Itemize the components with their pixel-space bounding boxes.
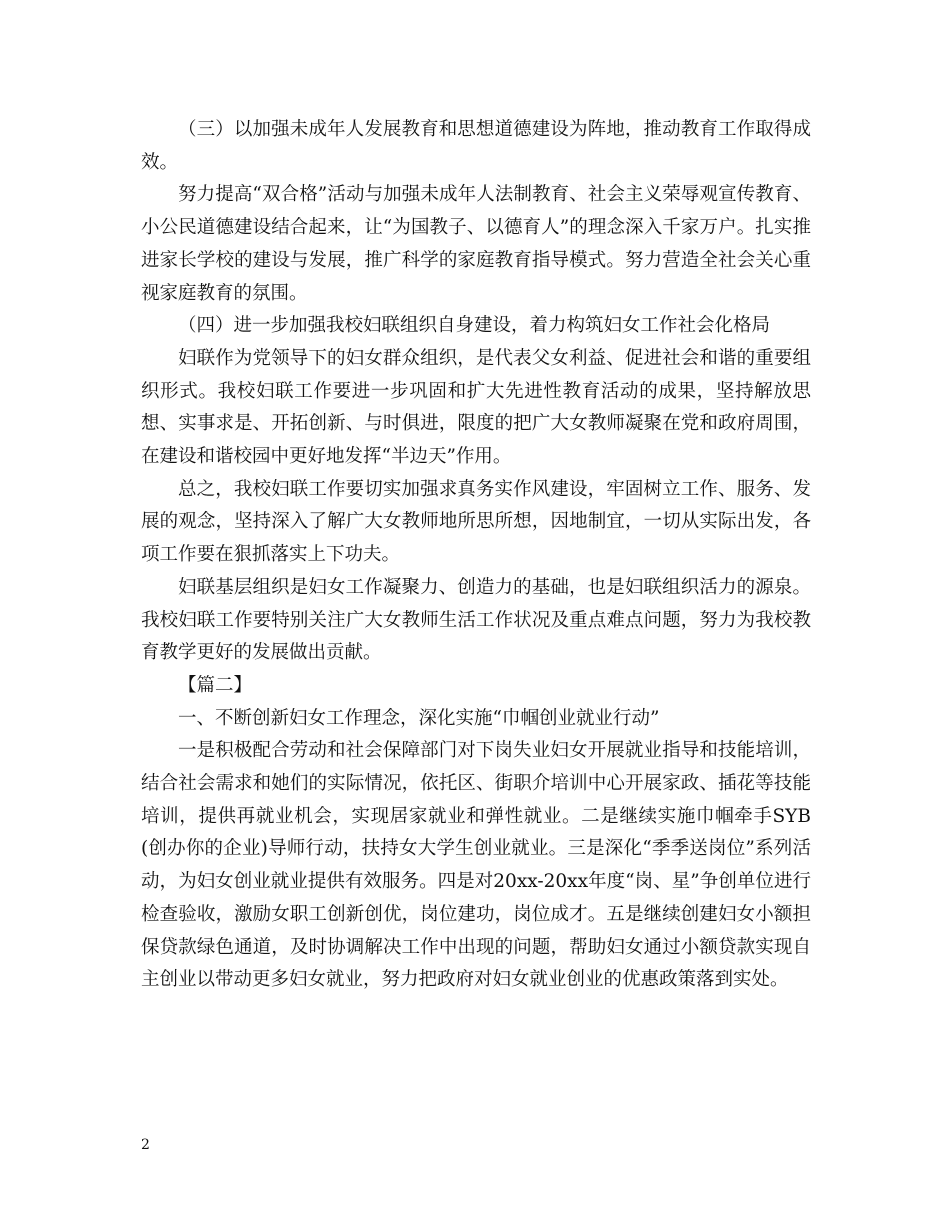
- document-body: [141, 114, 811, 997]
- paragraph: 一是积极配合劳动和社会保障部门对下岗失业妇女开展就业指导和技能培训，结合社会需求和她们的实际情况，依托区、街职介培训中心开展家政、插花等技能培训，提供再就业机会，实现居家就业和弹性就业。二是继续实施巾帼牵手SYB(创办你的企业)导师行动，扶持女大学生创业就业。三是深化“季季送岗位”系列活动，为妇女创业就业提供有效服务。四是对20xx-20xx年度“岗、星”争创单位进行检查验收，激励女职工创新创优，岗位建功，岗位成才。五是继续创建妇女小额担保贷款绿色通道，及时协调解决工作中出现的问题，帮助妇女通过小额贷款实现自主创业以带动更多妇女就业，努力把政府对妇女就业创业的优惠政策落到实处。: [141, 740, 811, 991]
- paragraph: 努力提高“双合格”活动与加强未成年人法制教育、社会主义荣辱观宣传教育、小公民道德建设结合起来，让“为国教子、以德育人”的理念深入千家万户。扎实推进家长学校的建设与发展，推广科学的家庭教育指导模式。努力营造全社会关心重视家庭教育的氛围。: [141, 184, 811, 304]
- section-heading: 【篇二】: [178, 674, 253, 696]
- section-heading: （四）进一步加强我校妇联组织自身建设，着力构筑妇女工作社会化格局: [178, 315, 771, 337]
- page-number: 2: [141, 1137, 150, 1153]
- paragraph: 妇联作为党领导下的妇女群众组织，是代表父女利益、促进社会和谐的重要组织形式。我校妇联工作要进一步巩固和扩大先进性教育活动的成果，坚持解放思想、实事求是、开拓创新、与时俱进，限度的把广大女教师凝聚在党和政府周围，在建设和谐校园中更好地发挥“半边天”作用。: [141, 347, 811, 468]
- paragraph: （三）以加强未成年人发展教育和思想道德建设为阵地，推动教育工作取得成效。: [141, 119, 811, 173]
- section-heading: 一、不断创新妇女工作理念，深化实施“巾帼创业就业行动”: [178, 707, 660, 729]
- paragraph: 妇联基层组织是妇女工作凝聚力、创造力的基础，也是妇联组织活力的源泉。我校妇联工作要特别关注广大女教师生活工作状况及重点难点问题，努力为我校教育教学更好的发展做出贡献。: [141, 576, 811, 664]
- paragraph: 总之，我校妇联工作要切实加强求真务实作风建设，牢固树立工作、服务、发展的观念，坚持深入了解广大女教师地所思所想，因地制宜，一切从实际出发，各项工作要在狠抓落实上下功夫。: [141, 478, 811, 566]
